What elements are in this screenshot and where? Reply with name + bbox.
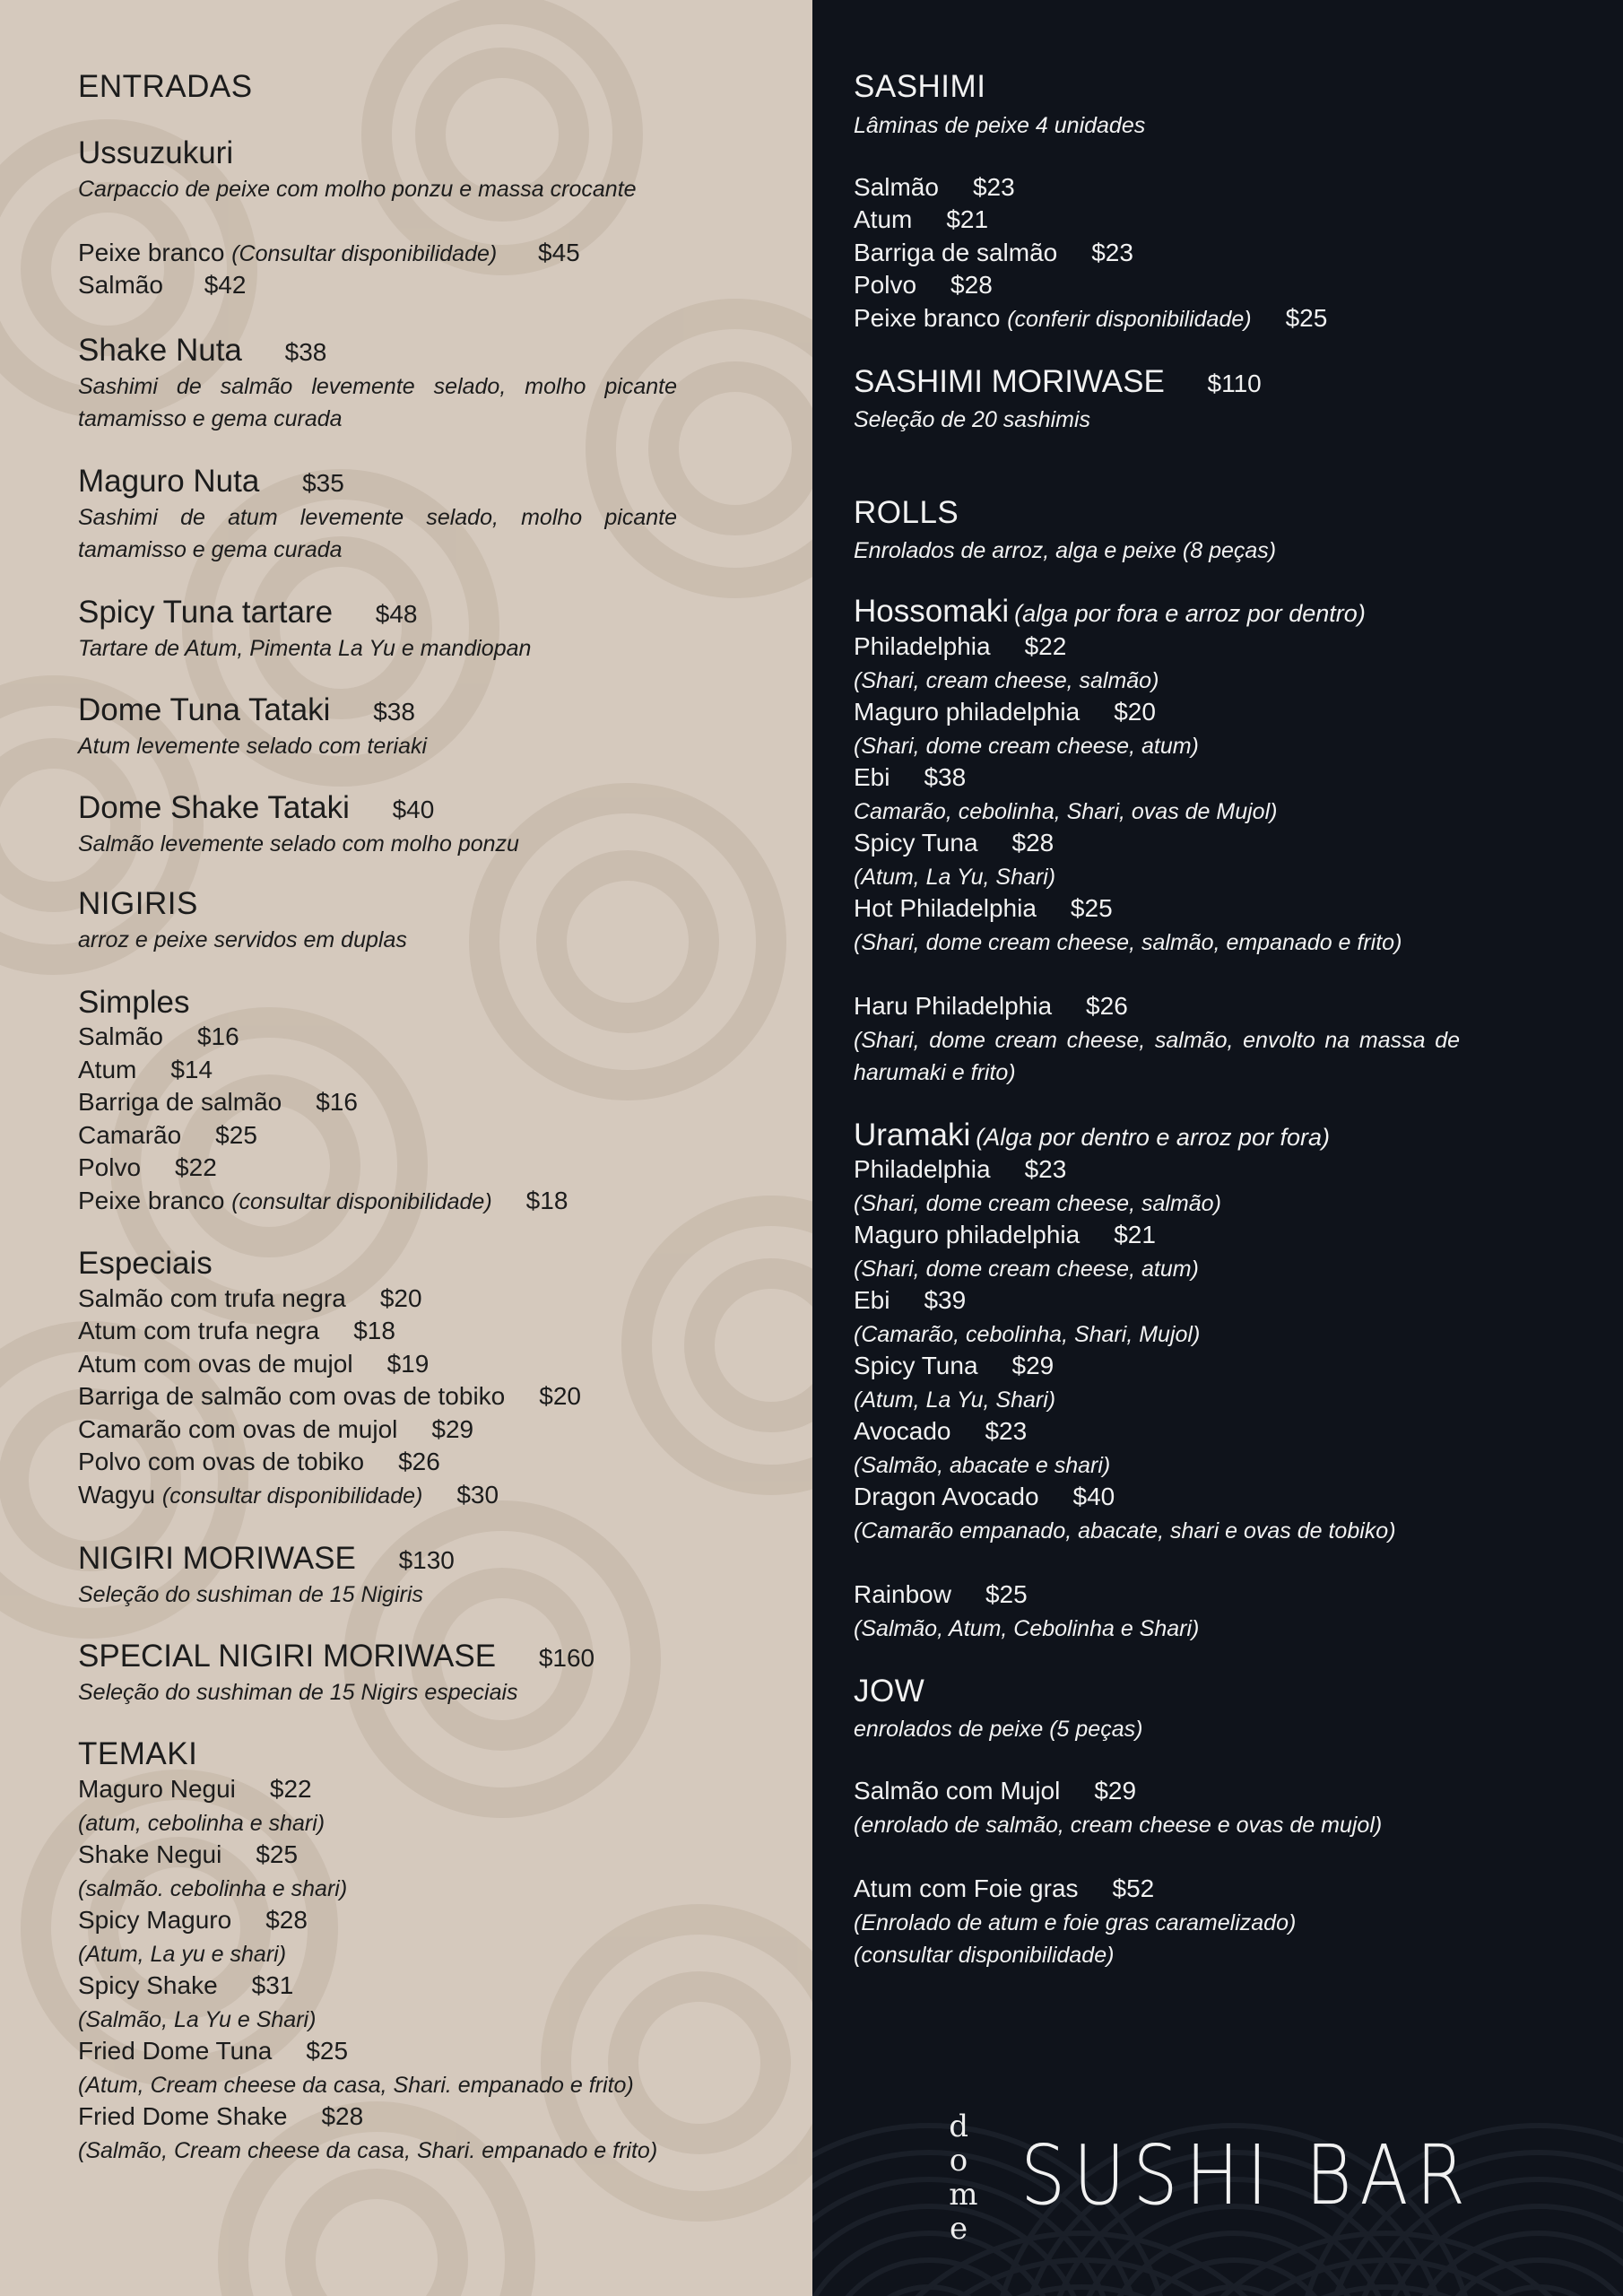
item-price: $26 — [1086, 992, 1128, 1020]
item-price: $19 — [386, 1350, 430, 1378]
dish-name: Ussuzukuri — [78, 135, 234, 170]
item-price: $29 — [431, 1415, 474, 1443]
item-label: Atum com ovas de mujol — [78, 1350, 353, 1378]
dish-description: Seleção de 20 sashimis — [854, 407, 1091, 432]
section-title-rolls: ROLLS — [854, 495, 959, 530]
price-line — [854, 1221, 1156, 1249]
item-price: $16 — [316, 1088, 358, 1116]
dish-description: Salmão levemente selado com molho ponzu — [78, 831, 519, 857]
price-line — [854, 1155, 1066, 1184]
price-line — [78, 1121, 257, 1150]
item-description: (Shari, dome cream cheese, atum) — [854, 734, 1199, 759]
price-line — [854, 1286, 966, 1315]
item-note: (consultar disponibilidade) — [161, 1483, 423, 1509]
item-price: $18 — [353, 1317, 395, 1344]
item-label: Spicy Tuna — [854, 1352, 978, 1379]
item-availability-note: (consultar disponibilidade) — [854, 1943, 1115, 1968]
item-description: (Shari, cream cheese, salmão) — [854, 668, 1159, 693]
item-label: Peixe branco — [78, 1187, 225, 1214]
item-price: $18 — [525, 1187, 568, 1214]
item-label: Ebi — [854, 1286, 890, 1314]
item-price: $40 — [1072, 1483, 1115, 1510]
item-label: Fried Dome Tuna — [78, 2037, 273, 2065]
price-line — [78, 1088, 358, 1117]
item-price: $25 — [256, 1840, 299, 1868]
dish-name: NIGIRI MORIWASE — [78, 1541, 356, 1576]
item-label: Salmão — [854, 173, 939, 201]
price-line — [854, 1417, 1027, 1446]
item-description: (Salmão, Cream cheese da casa, Shari. empanado e frito) — [78, 2138, 658, 2163]
price-line — [854, 1777, 1136, 1805]
item-price: $39 — [924, 1286, 967, 1314]
price-line — [78, 2102, 363, 2131]
item-description: (Salmão, abacate e shari) — [854, 1453, 1111, 1478]
price-line — [78, 239, 580, 267]
item-label: Camarão com ovas de mujol — [78, 1415, 398, 1443]
item-label: Salmão — [78, 271, 163, 299]
price-line — [78, 1840, 298, 1869]
item-label: Fried Dome Shake — [78, 2102, 288, 2130]
dish-price: $35 — [302, 469, 344, 497]
price-line — [78, 271, 246, 300]
item-price: $31 — [251, 1971, 294, 1999]
dish-name: SASHIMI MORIWASE — [854, 364, 1165, 399]
item-label: Maguro Negui — [78, 1775, 236, 1803]
item-label: Polvo — [78, 1153, 142, 1181]
item-description: (Shari, dome cream cheese, salmão, envolto na massa de harumaki e frito) — [854, 1028, 1460, 1085]
item-label: Camarão — [78, 1121, 182, 1149]
price-line — [78, 1448, 440, 1476]
dish-price: $130 — [398, 1546, 455, 1574]
item-label: Polvo — [854, 271, 917, 299]
item-price: $28 — [1011, 829, 1055, 857]
price-line — [78, 2037, 348, 2066]
item-label: Salmão com Mujol — [854, 1777, 1061, 1805]
item-description: (Atum, La Yu, Shari) — [854, 1387, 1056, 1413]
item-price: $52 — [1112, 1874, 1155, 1902]
subsection-note: (alga por fora e arroz por dentro) — [1014, 600, 1366, 627]
dish-name: Dome Tuna Tataki — [78, 692, 331, 727]
subsection-note: (Alga por dentro e arroz por fora) — [976, 1124, 1330, 1151]
price-line — [854, 1352, 1054, 1380]
item-price: $22 — [1024, 632, 1067, 660]
price-line — [854, 1874, 1154, 1903]
price-line — [854, 271, 993, 300]
logo-dome-letters: dome — [949, 2109, 978, 2247]
item-price: $23 — [1024, 1155, 1067, 1183]
price-line — [854, 763, 966, 792]
item-label: Peixe branco — [854, 304, 1001, 332]
price-line — [78, 1187, 568, 1215]
item-price: $29 — [1094, 1777, 1137, 1805]
dish-name-row — [78, 595, 418, 631]
item-price: $28 — [950, 271, 993, 299]
item-label: Atum — [78, 1056, 137, 1083]
item-label: Shake Negui — [78, 1840, 222, 1868]
dish-description: Tartare de Atum, Pimenta La Yu e mandiopan — [78, 636, 532, 661]
price-line — [854, 829, 1054, 857]
item-description: (Enrolado de atum e foie gras caramelizado) — [854, 1910, 1297, 1935]
item-description: (Atum, La yu e shari) — [78, 1942, 287, 1967]
item-price: $42 — [204, 271, 247, 299]
logo-sushi-bar: SUSHI BAR — [1020, 2127, 1473, 2223]
dish-name-row — [78, 333, 326, 369]
dish-price: $38 — [284, 338, 327, 366]
price-line — [854, 992, 1128, 1021]
price-line — [78, 1350, 429, 1378]
dish-name: Shake Nuta — [78, 333, 242, 368]
item-price: $20 — [379, 1284, 422, 1312]
item-description: (Camarão, cebolinha, Shari, Mujol) — [854, 1322, 1201, 1347]
price-line — [78, 1153, 217, 1182]
price-line — [854, 1483, 1115, 1511]
dish-name-row — [78, 1639, 595, 1674]
item-label: Peixe branco — [78, 239, 225, 266]
dish-name: Dome Shake Tataki — [78, 790, 350, 825]
item-label: Maguro philadelphia — [854, 698, 1081, 726]
price-line — [78, 1906, 308, 1935]
item-label: Hot Philadelphia — [854, 894, 1037, 922]
item-description: (salmão. cebolinha e shari) — [78, 1876, 348, 1901]
item-price: $20 — [539, 1382, 581, 1410]
subsection-name: Hossomaki — [854, 594, 1010, 629]
dish-price: $110 — [1207, 370, 1262, 397]
item-price: $38 — [924, 763, 967, 791]
dish-description: Sashimi de atum levemente selado, molho picante tamamisso e gema curada — [78, 505, 677, 562]
item-label: Philadelphia — [854, 1155, 991, 1183]
item-label: Barriga de salmão com ovas de tobiko — [78, 1382, 506, 1410]
item-price: $28 — [265, 1906, 308, 1934]
item-label: Spicy Shake — [78, 1971, 218, 1999]
section-subtitle: Lâminas de peixe 4 unidades — [854, 113, 1146, 138]
item-price: $45 — [538, 239, 580, 266]
dish-description: Carpaccio de peixe com molho ponzu e massa crocante — [78, 177, 637, 202]
section-subtitle: enrolados de peixe (5 peças) — [854, 1717, 1143, 1742]
section-title-entradas: ENTRADAS — [78, 69, 253, 104]
item-label: Maguro philadelphia — [854, 1221, 1081, 1248]
item-description: (Salmão, Atum, Cebolinha e Shari) — [854, 1616, 1200, 1641]
item-label: Barriga de salmão — [78, 1088, 282, 1116]
item-label: Salmão com trufa negra — [78, 1284, 346, 1312]
item-price: $28 — [321, 2102, 364, 2130]
item-price: $25 — [215, 1121, 257, 1149]
price-line — [854, 304, 1327, 333]
dish-name-row — [78, 790, 434, 826]
price-line — [854, 239, 1133, 267]
dish-description: Seleção do sushiman de 15 Nigiris — [78, 1582, 423, 1607]
price-line — [78, 1481, 499, 1509]
price-line — [78, 1056, 213, 1084]
section-title-sashimi: SASHIMI — [854, 69, 986, 104]
item-label: Ebi — [854, 763, 890, 791]
item-price: $25 — [1070, 894, 1113, 922]
right-menu-panel — [812, 0, 1623, 2296]
item-label: Atum — [854, 205, 913, 233]
price-line — [78, 1382, 581, 1411]
item-description: (Camarão empanado, abacate, shari e ovas de tobiko) — [854, 1518, 1396, 1544]
dish-description: Atum levemente selado com teriaki — [78, 734, 428, 759]
section-title-temaki: TEMAKI — [78, 1736, 198, 1771]
item-price: $25 — [985, 1580, 1028, 1608]
subsection-name: Uramaki — [854, 1118, 971, 1152]
item-price: $30 — [456, 1481, 499, 1509]
item-description: (Shari, dome cream cheese, salmão) — [854, 1191, 1221, 1216]
section-subtitle: Enrolados de arroz, alga e peixe (8 peças) — [854, 538, 1277, 563]
item-label: Rainbow — [854, 1580, 951, 1608]
item-price: $22 — [175, 1153, 217, 1181]
dish-price: $38 — [373, 698, 415, 726]
dish-name: SPECIAL NIGIRI MORIWASE — [78, 1639, 497, 1674]
dish-description: Sashimi de salmão levemente selado, molho picante tamamisso e gema curada — [78, 374, 677, 431]
dish-description: Seleção do sushiman de 15 Nigirs especiais — [78, 1680, 518, 1705]
item-description: (Salmão, La Yu e Shari) — [78, 2007, 317, 2032]
item-label: Atum com Foie gras — [854, 1874, 1079, 1902]
dish-price: $48 — [375, 600, 418, 628]
price-line — [78, 1415, 473, 1444]
section-title-jow: JOW — [854, 1674, 925, 1709]
item-note: (Consultar disponibilidade) — [231, 241, 498, 266]
item-price: $21 — [1114, 1221, 1156, 1248]
price-line — [854, 173, 1015, 202]
dish-name-row — [78, 1541, 455, 1577]
price-line — [854, 894, 1113, 923]
item-price: $23 — [972, 173, 1015, 201]
item-price: $23 — [985, 1417, 1028, 1445]
price-line — [854, 205, 988, 234]
item-label: Salmão — [78, 1022, 163, 1050]
item-description: (Atum, La Yu, Shari) — [854, 865, 1056, 890]
item-price: $25 — [306, 2037, 349, 2065]
subsection-especiais: Especiais — [78, 1246, 213, 1281]
section-title-nigiris: NIGIRIS — [78, 886, 198, 921]
subsection-uramaki — [854, 1118, 1330, 1153]
item-label: Dragon Avocado — [854, 1483, 1039, 1510]
subsection-hossomaki — [854, 594, 1366, 630]
item-note: (consultar disponibilidade) — [231, 1189, 492, 1214]
item-description: (Atum, Cream cheese da casa, Shari. empanado e frito) — [78, 2073, 634, 2098]
item-price: $20 — [1114, 698, 1156, 726]
dish-name: Spicy Tuna tartare — [78, 595, 334, 630]
dish-name-row — [78, 692, 415, 728]
dish-name-row — [854, 364, 1262, 400]
item-label: Wagyu — [78, 1481, 156, 1509]
price-line — [854, 632, 1066, 661]
item-label: Spicy Maguro — [78, 1906, 232, 1934]
item-label: Barriga de salmão — [854, 239, 1058, 266]
subsection-simples: Simples — [78, 985, 190, 1020]
item-label: Polvo com ovas de tobiko — [78, 1448, 365, 1475]
item-description: (atum, cebolinha e shari) — [78, 1811, 325, 1836]
item-description: (Shari, dome cream cheese, atum) — [854, 1257, 1199, 1282]
item-description: (enrolado de salmão, cream cheese e ovas de mujol) — [854, 1813, 1383, 1838]
item-label: Spicy Tuna — [854, 829, 978, 857]
price-line — [78, 1317, 395, 1345]
dish-price: $160 — [538, 1644, 595, 1672]
dish-name: Maguro Nuta — [78, 464, 260, 499]
item-price: $21 — [946, 205, 989, 233]
item-price: $14 — [170, 1056, 213, 1083]
item-label: Avocado — [854, 1417, 951, 1445]
item-price: $26 — [398, 1448, 440, 1475]
price-line — [78, 1022, 239, 1051]
price-line — [78, 1971, 293, 2000]
item-price: $25 — [1285, 304, 1328, 332]
price-line — [854, 1580, 1028, 1609]
item-price: $22 — [269, 1775, 312, 1803]
item-description: (Shari, dome cream cheese, salmão, empanado e frito) — [854, 930, 1402, 955]
dish-price: $40 — [392, 796, 435, 823]
item-note: (conferir disponibilidade) — [1007, 307, 1252, 332]
price-line — [78, 1284, 422, 1313]
logo-dome-vertical — [945, 2109, 978, 2247]
item-price: $29 — [1011, 1352, 1055, 1379]
item-price: $23 — [1091, 239, 1133, 266]
item-price: $16 — [196, 1022, 239, 1050]
item-label: Philadelphia — [854, 632, 991, 660]
dish-name-row — [78, 464, 344, 500]
item-description: Camarão, cebolinha, Shari, ovas de Mujol) — [854, 799, 1278, 824]
section-subtitle: arroz e peixe servidos em duplas — [78, 927, 407, 952]
item-label: Atum com trufa negra — [78, 1317, 320, 1344]
item-label: Haru Philadelphia — [854, 992, 1053, 1020]
price-line — [78, 1775, 312, 1804]
price-line — [854, 698, 1156, 726]
